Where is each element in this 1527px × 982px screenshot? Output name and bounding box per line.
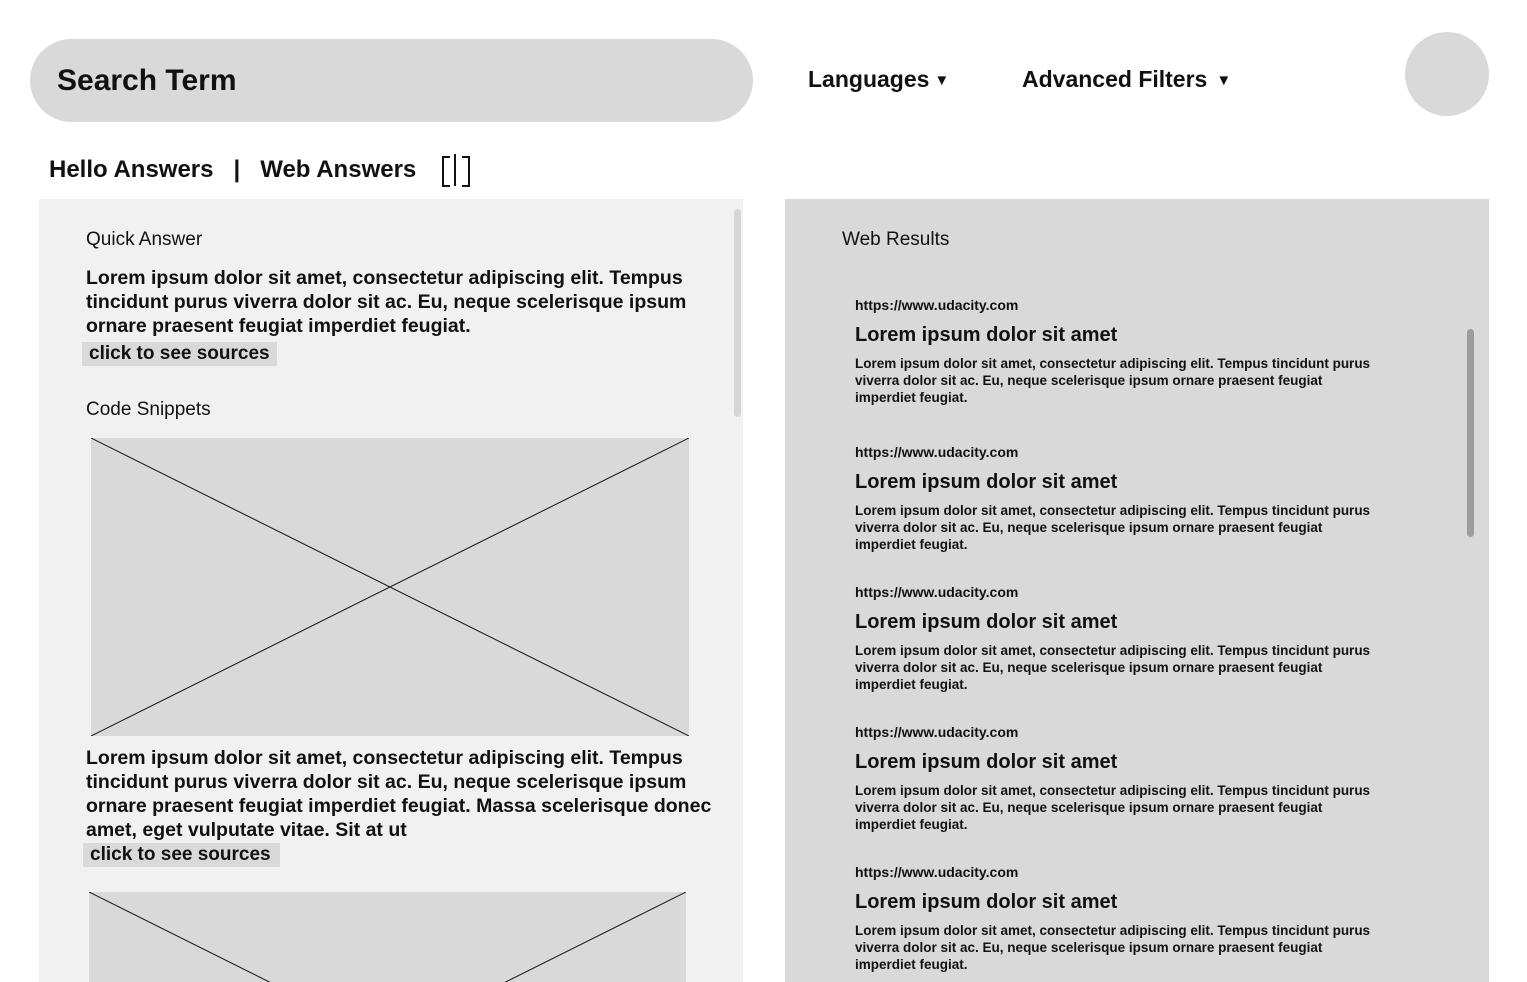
languages-label: Languages xyxy=(808,66,930,92)
languages-dropdown[interactable] xyxy=(808,66,949,93)
search-bar[interactable] xyxy=(30,39,753,122)
code-snippet-sources-button[interactable]: click to see sources xyxy=(83,843,280,867)
web-result xyxy=(855,864,1375,973)
result-url[interactable]: https://www.udacity.com xyxy=(855,864,1019,880)
left-panel-scrollbar[interactable] xyxy=(734,209,741,417)
avatar[interactable] xyxy=(1405,32,1489,116)
result-snippet: Lorem ipsum dolor sit amet, consectetur adipiscing elit. Tempus tincidunt purus viverra dolor sit ac. Eu, neque scelerisque ipsum ornare praesent feugiat imperdiet feugiat. xyxy=(855,356,1371,405)
advanced-filters-label: Advanced Filters xyxy=(1022,66,1208,92)
quick-answer-text: Lorem ipsum dolor sit amet, consectetur adipiscing elit. Tempus tincidunt purus viverra dolor sit ac. Eu, neque scelerisque ipsum ornare praesent feugiat imperdiet feugiat. xyxy=(86,267,687,337)
result-title[interactable]: Lorem ipsum dolor sit amet xyxy=(855,471,1118,493)
web-result xyxy=(855,444,1375,553)
split-view-icon[interactable] xyxy=(442,154,470,186)
result-snippet: Lorem ipsum dolor sit amet, consectetur adipiscing elit. Tempus tincidunt purus viverra dolor sit ac. Eu, neque scelerisque ipsum ornare praesent feugiat imperdiet feugiat. xyxy=(855,783,1371,832)
result-title[interactable]: Lorem ipsum dolor sit amet xyxy=(855,611,1118,633)
result-snippet: Lorem ipsum dolor sit amet, consectetur adipiscing elit. Tempus tincidunt purus viverra dolor sit ac. Eu, neque scelerisque ipsum ornare praesent feugiat imperdiet feugiat. xyxy=(855,503,1371,552)
web-result xyxy=(855,584,1375,693)
result-url[interactable]: https://www.udacity.com xyxy=(855,584,1019,600)
answer-tabs xyxy=(49,150,470,190)
code-snippet-text: Lorem ipsum dolor sit amet, consectetur adipiscing elit. Tempus tincidunt purus viverra dolor sit ac. Eu, neque scelerisque ipsum ornare praesent feugiat imperdiet feugiat. Massa scelerisque donec amet, eget vulputate vitae. Sit at ut xyxy=(86,747,712,841)
tab-separator: | xyxy=(233,156,241,183)
quick-answer-sources-button[interactable]: click to see sources xyxy=(82,342,277,366)
chevron-down-icon: ▼ xyxy=(934,72,950,89)
search-input[interactable] xyxy=(55,63,753,99)
code-snippet-image-placeholder xyxy=(91,438,689,736)
code-snippet-image-placeholder xyxy=(89,892,686,982)
result-url[interactable]: https://www.udacity.com xyxy=(855,297,1019,313)
chevron-down-icon: ▼ xyxy=(1216,72,1232,89)
tab-web-answers[interactable]: Web Answers xyxy=(260,156,417,183)
result-snippet: Lorem ipsum dolor sit amet, consectetur adipiscing elit. Tempus tincidunt purus viverra dolor sit ac. Eu, neque scelerisque ipsum ornare praesent feugiat imperdiet feugiat. xyxy=(855,643,1371,692)
hello-answers-panel xyxy=(39,199,743,982)
web-results-label: Web Results xyxy=(842,229,950,250)
web-result xyxy=(855,297,1375,406)
quick-answer-label: Quick Answer xyxy=(86,229,203,250)
web-result xyxy=(855,724,1375,833)
web-results-panel xyxy=(785,199,1489,982)
result-url[interactable]: https://www.udacity.com xyxy=(855,724,1019,740)
code-snippets-label: Code Snippets xyxy=(86,399,211,420)
result-title[interactable]: Lorem ipsum dolor sit amet xyxy=(855,751,1118,773)
result-snippet: Lorem ipsum dolor sit amet, consectetur adipiscing elit. Tempus tincidunt purus viverra dolor sit ac. Eu, neque scelerisque ipsum ornare praesent feugiat imperdiet feugiat. xyxy=(855,923,1371,972)
result-title[interactable]: Lorem ipsum dolor sit amet xyxy=(855,891,1118,913)
advanced-filters-dropdown[interactable] xyxy=(1022,66,1231,93)
result-title[interactable]: Lorem ipsum dolor sit amet xyxy=(855,324,1118,346)
result-url[interactable]: https://www.udacity.com xyxy=(855,444,1019,460)
tab-hello-answers[interactable]: Hello Answers xyxy=(49,156,214,183)
right-panel-scrollbar[interactable] xyxy=(1467,329,1474,537)
